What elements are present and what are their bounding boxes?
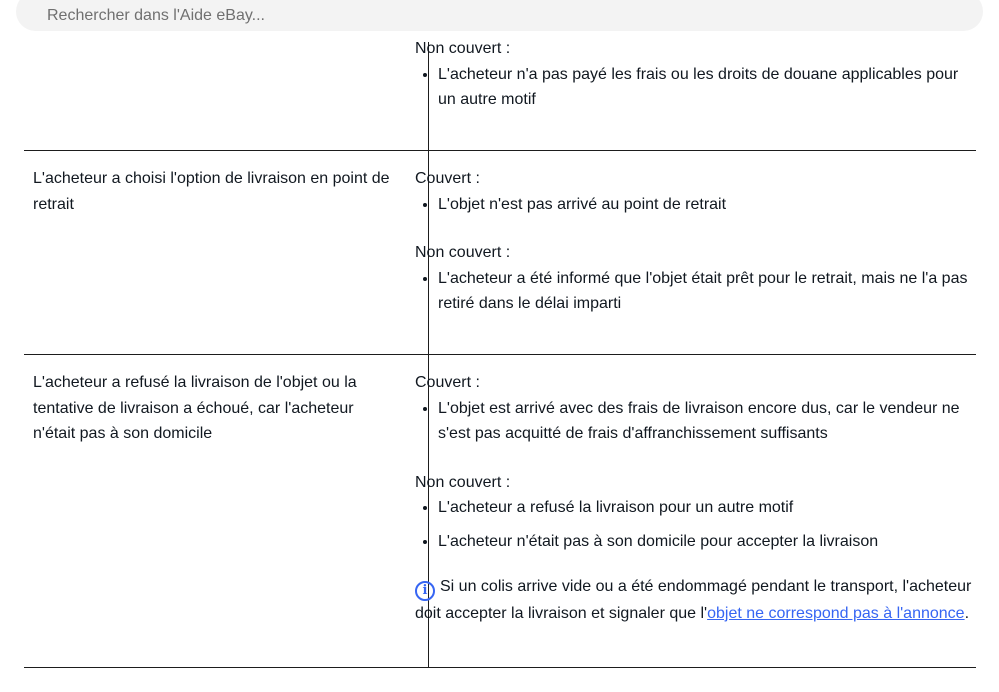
info-icon: i xyxy=(415,581,435,601)
list-item: • L'acheteur a refusé la livraison pour un autre motif xyxy=(438,495,976,521)
covered-list xyxy=(415,396,976,447)
note-text: Si un colis arrive vide ou a été endommagé pendant le transport, l'acheteur doit accepter la livraison et signaler que l' xyxy=(415,578,972,622)
row-divider xyxy=(24,667,976,668)
covered-label: Couvert : xyxy=(415,170,480,187)
note-text-end: . xyxy=(964,605,970,622)
row-1-coverage-cell xyxy=(415,36,976,113)
not-covered-label: Non couvert : xyxy=(415,244,511,261)
not-covered-label: Non couvert : xyxy=(415,473,511,491)
not-covered-list xyxy=(415,266,976,317)
not-covered-label: Non couvert : xyxy=(415,40,511,57)
covered-label: Couvert : xyxy=(415,374,480,391)
list-item: • L'acheteur n'était pas à son domicile pour accepter la livraison xyxy=(438,529,976,555)
list-item: • L'objet est arrivé avec des frais de livraison encore dus, car le vendeur ne s'est pas acquitté de frais d'affranchissement suffisants xyxy=(438,396,976,447)
row-3-coverage-cell xyxy=(415,370,976,627)
list-item: • L'acheteur n'a pas payé les frais ou les droits de douane applicables pour un autre motif xyxy=(438,62,976,113)
covered-list xyxy=(415,192,976,218)
info-note xyxy=(415,574,976,627)
row-2-scenario-cell xyxy=(33,166,393,217)
list-item: • L'acheteur a été informé que l'objet était prêt pour le retrait, mais ne l'a pas retiré dans le délai imparti xyxy=(438,266,976,317)
scenario-text: L'acheteur a refusé la livraison de l'objet ou la tentative de livraison a échoué, car l'acheteur n'était pas à son domicile xyxy=(33,374,357,442)
row-3-scenario-cell xyxy=(33,370,363,447)
row-divider xyxy=(24,150,976,151)
row-2-coverage-cell xyxy=(415,166,976,317)
not-covered-list xyxy=(415,495,976,554)
search-placeholder: Rechercher dans l'Aide eBay... xyxy=(47,7,265,24)
item-not-as-described-link[interactable]: objet ne correspond pas à l'annonce xyxy=(707,605,965,622)
scenario-text: L'acheteur a choisi l'option de livraison en point de retrait xyxy=(33,170,390,213)
not-covered-list xyxy=(415,62,976,113)
help-search-input[interactable] xyxy=(16,0,983,31)
list-item: • L'objet n'est pas arrivé au point de retrait xyxy=(438,192,976,218)
row-divider xyxy=(24,354,976,355)
